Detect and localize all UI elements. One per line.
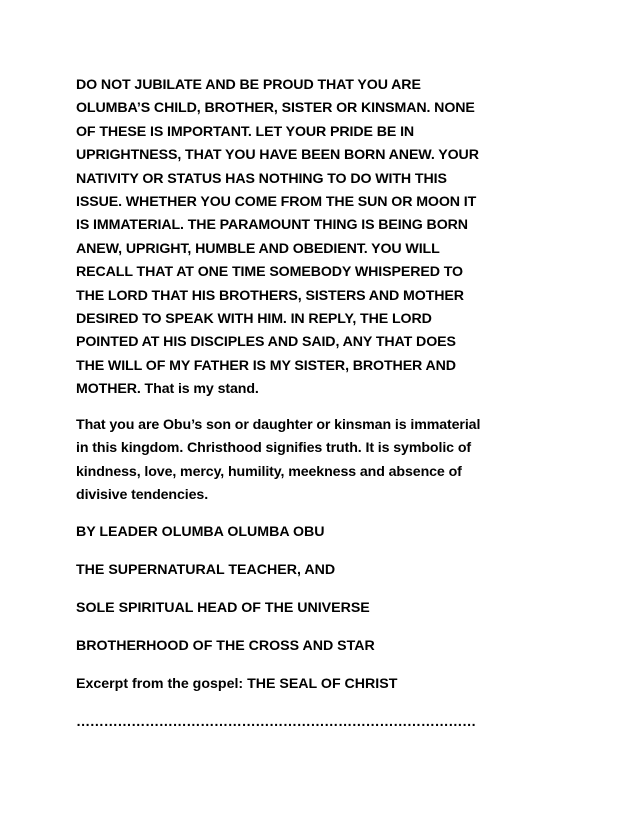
paragraph-line: IS IMMATERIAL. THE PARAMOUNT THING IS BEING BORN bbox=[76, 217, 468, 234]
paragraph-line: RECALL THAT AT ONE TIME SOMEBODY WHISPERED TO bbox=[76, 264, 463, 281]
dotted-rule: …………………………………………………………………………… bbox=[76, 713, 476, 730]
paragraph-line: POINTED AT HIS DISCIPLES AND SAID, ANY THAT DOES bbox=[76, 334, 456, 351]
paragraph-line: OLUMBA’S CHILD, BROTHER, SISTER OR KINSMAN. NONE bbox=[76, 100, 475, 117]
paragraph-line: NATIVITY OR STATUS HAS NOTHING TO DO WITH THIS bbox=[76, 170, 447, 187]
second-paragraph bbox=[76, 414, 576, 508]
paragraph-line: in this kingdom. Christhood signifies truth. It is symbolic of bbox=[76, 440, 472, 457]
paragraph-line: divisive tendencies. bbox=[76, 486, 209, 503]
author-title-secondary: SOLE SPIRITUAL HEAD OF THE UNIVERSE bbox=[76, 600, 370, 617]
paragraph-line: ANEW, UPRIGHT, HUMBLE AND OBEDIENT. YOU WILL bbox=[76, 240, 440, 257]
byline: BY LEADER OLUMBA OLUMBA OBU bbox=[76, 524, 325, 541]
paragraph-line: UPRIGHTNESS, THAT YOU HAVE BEEN BORN ANEW. YOUR bbox=[76, 147, 479, 164]
source-citation: Excerpt from the gospel: THE SEAL OF CHRIST bbox=[76, 675, 398, 692]
organization-name: BROTHERHOOD OF THE CROSS AND STAR bbox=[76, 638, 375, 655]
paragraph-line: ISSUE. WHETHER YOU COME FROM THE SUN OR MOON IT bbox=[76, 194, 477, 211]
author-title: THE SUPERNATURAL TEACHER, AND bbox=[76, 562, 336, 579]
paragraph-line: kindness, love, mercy, humility, meekness and absence of bbox=[76, 463, 462, 480]
paragraph-line: THE WILL OF MY FATHER IS MY SISTER, BROTHER AND bbox=[76, 357, 456, 374]
main-paragraph bbox=[76, 74, 576, 402]
paragraph-line: That you are Obu’s son or daughter or kinsman is immaterial bbox=[76, 416, 481, 433]
paragraph-line: DESIRED TO SPEAK WITH HIM. IN REPLY, THE LORD bbox=[76, 311, 432, 328]
paragraph-line: THE LORD THAT HIS BROTHERS, SISTERS AND MOTHER bbox=[76, 287, 464, 304]
paragraph-line: OF THESE IS IMPORTANT. LET YOUR PRIDE BE IN bbox=[76, 123, 415, 140]
document-page bbox=[76, 74, 576, 734]
paragraph-line: MOTHER. That is my stand. bbox=[76, 381, 259, 398]
paragraph-line: DO NOT JUBILATE AND BE PROUD THAT YOU ARE bbox=[76, 77, 421, 93]
